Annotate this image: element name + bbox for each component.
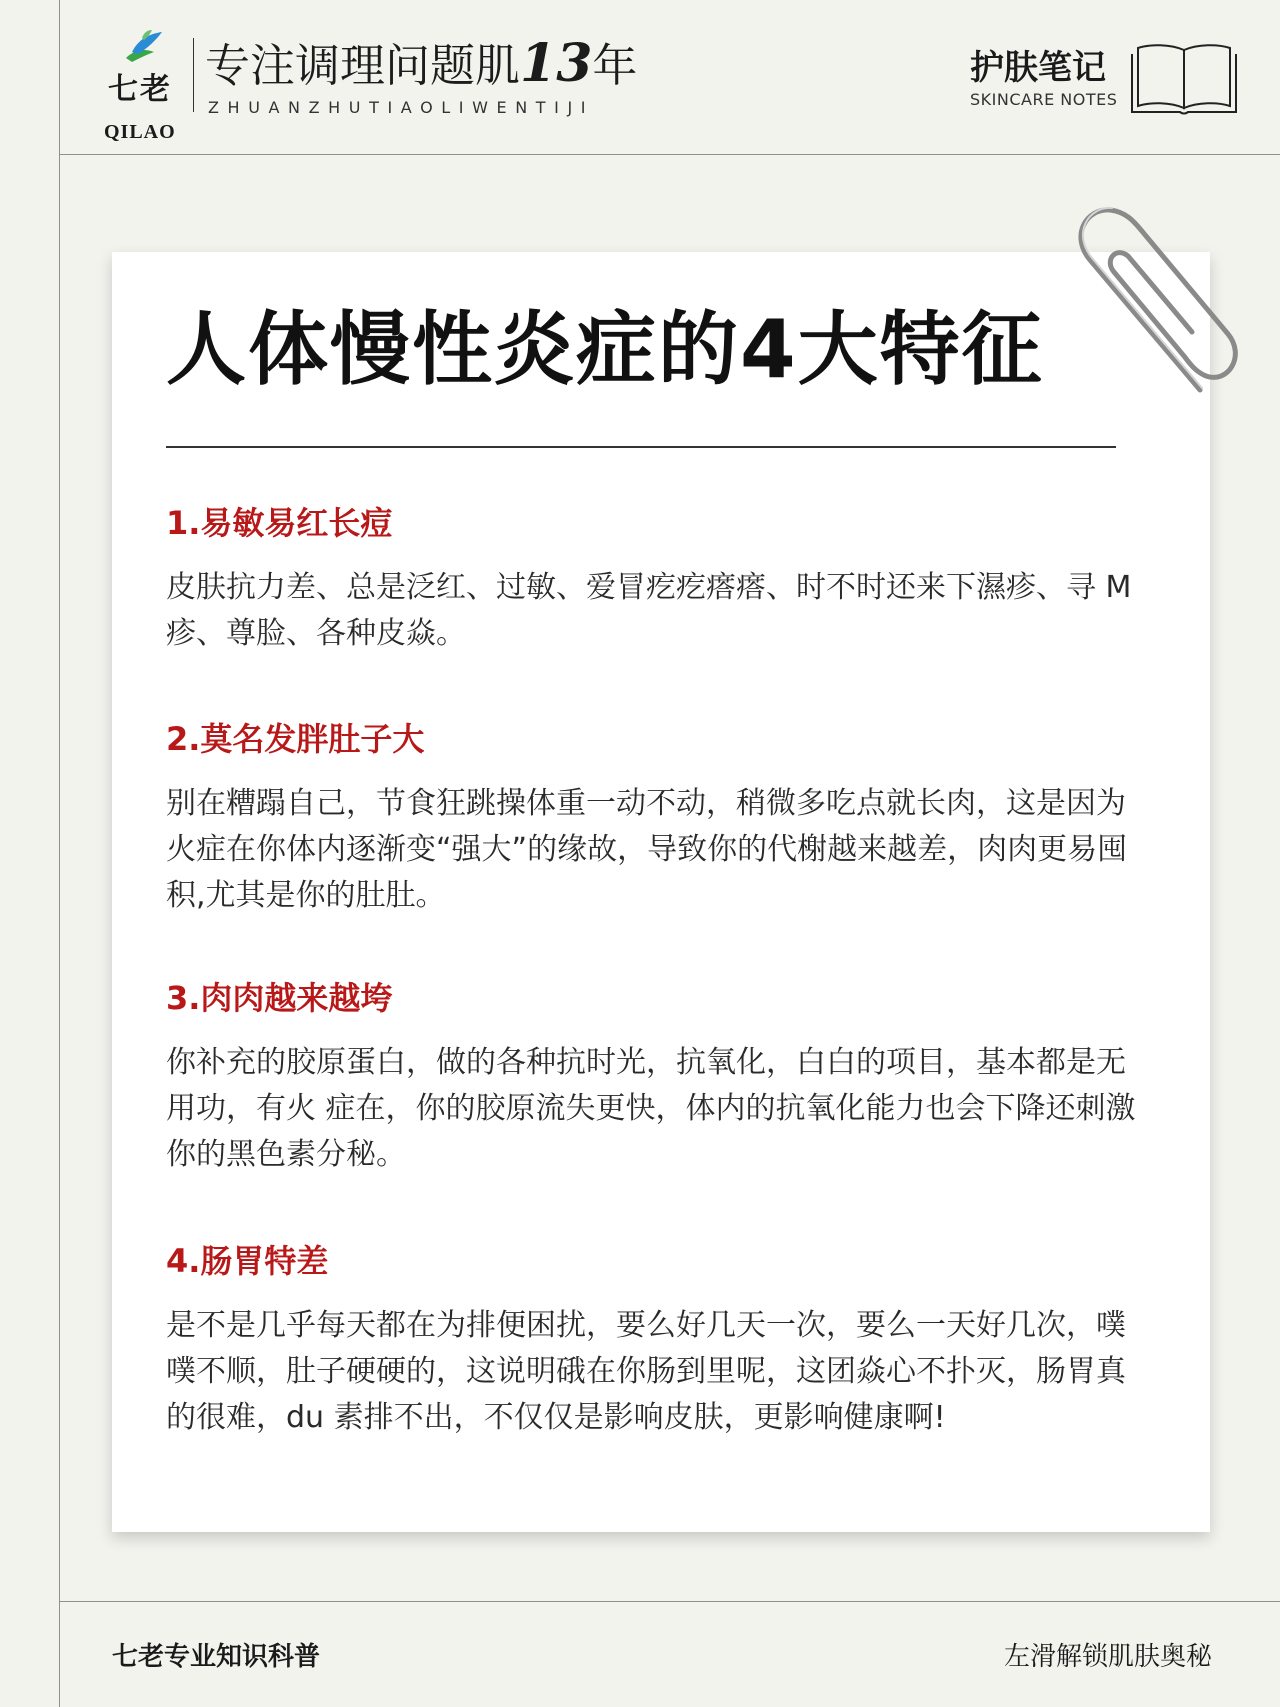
- section-heading: 4.肠胃特差: [166, 1242, 329, 1280]
- brand-title-pre: 专注调理问题肌: [205, 39, 521, 92]
- section-body: 是不是几乎每天都在为排便困扰，要么好几天一次，要么一天好几次，噗噗不顺，肚子硬硬的，这说明硪在你肠到里呢，这团焱心不扑灭，肠胃真的很难，du 素排不出，不仅仅是影响皮肤，更影响健康啊!: [166, 1308, 1126, 1435]
- section-body: 皮肤抗力差、总是泛红、过敏、爱冒疙疙瘩瘩、时不时还来下濕疹、寻 M 疹、尊脸、各种皮焱。: [166, 570, 1132, 651]
- notes-title: 护肤笔记: [970, 48, 1106, 88]
- paperclip-icon: [1050, 200, 1250, 420]
- open-book-icon: [1130, 40, 1238, 116]
- section-heading: 2.莫名发胖肚子大: [166, 720, 425, 758]
- header-rule: [59, 154, 1280, 155]
- notes-subtitle: SKINCARE NOTES: [970, 90, 1118, 109]
- brand-title-post: 年: [592, 39, 638, 92]
- article-title: 人体慢性炎症的4大特征: [166, 303, 1044, 396]
- section-heading: 3.肉肉越来越垮: [166, 979, 393, 1017]
- brand-logo: [100, 28, 186, 143]
- section-1: [166, 503, 1136, 657]
- section-4: [166, 1241, 1136, 1441]
- section-2: [166, 719, 1136, 919]
- brand-subtitle: ZHUANZHUTIAOLIWENTIJI: [208, 98, 595, 117]
- swipe-hint: 左滑解锁肌肤奥秘: [1003, 1642, 1212, 1672]
- logo-chinese-name: 七老: [108, 72, 172, 107]
- logo-english-name: QILAO: [104, 121, 176, 143]
- footer-rule: [59, 1601, 1280, 1602]
- title-divider: [166, 446, 1116, 448]
- section-body: 别在糟蹋自己，节食狂跳操体重一动不动，稍微多吃点就长肉，这是因为火症在你体内逐渐变“强大”的缘故，导致你的代榭越来越差，肉肉更易囤积,尤其是你的肚肚。: [166, 786, 1128, 913]
- header-divider: [193, 38, 194, 112]
- section-body: 你补充的胶原蛋白，做的各种抗时光，抗氧化，白白的项目，基本都是无用功，有火 症在，你的胶原流失更快，体内的抗氧化能力也会下降还刺激你的黑色素分秘。: [166, 1045, 1136, 1172]
- footer-brand-label: 七老专业知识科普: [112, 1642, 321, 1672]
- section-heading: 1.易敏易红长痘: [166, 504, 393, 542]
- left-margin-rule: [59, 0, 60, 1707]
- section-3: [166, 978, 1136, 1178]
- brand-title-number: 13: [520, 33, 593, 94]
- brand-title: [205, 33, 638, 94]
